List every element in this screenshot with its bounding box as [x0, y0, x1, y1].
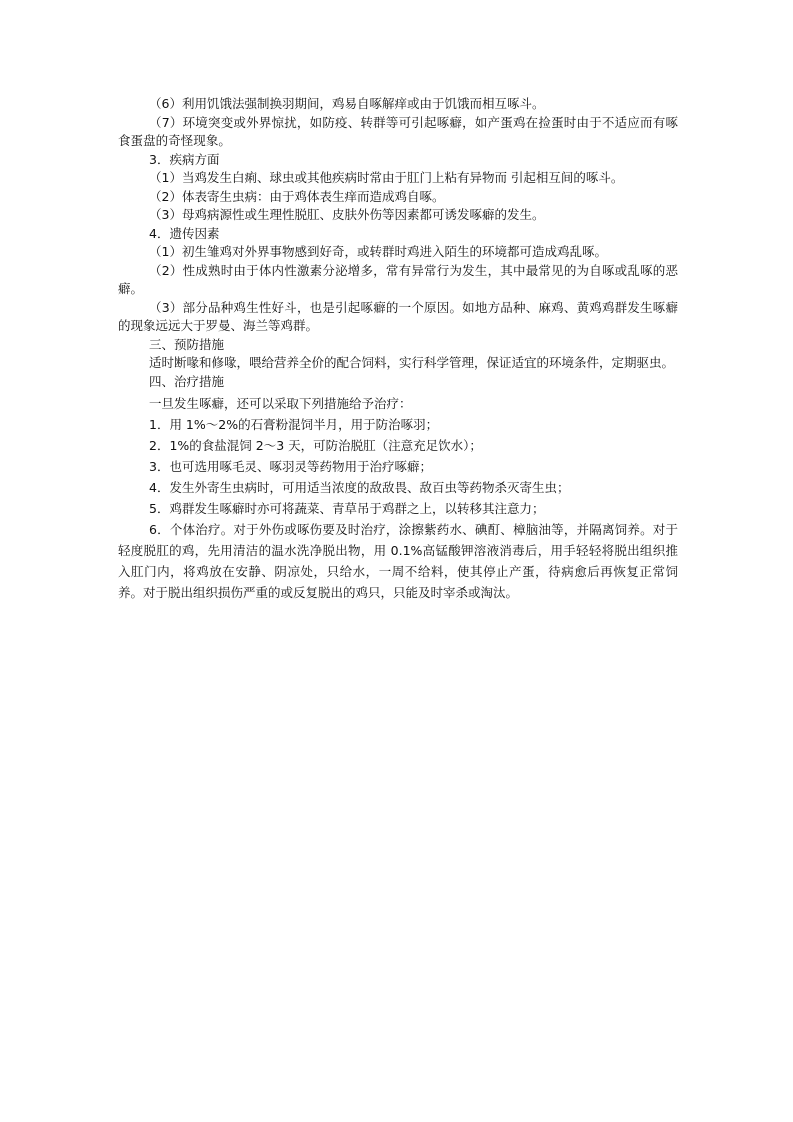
paragraph-environment-change: （7）环境突变或外界惊扰，如防疫、转群等可引起啄癖，如产蛋鸡在捡蛋时由于不适应而有啄食蛋盘的奇怪现象。: [118, 114, 678, 148]
treatment-item-1: 1．用 1%～2%的石膏粉混饲半月，用于防治啄羽；: [149, 417, 439, 432]
treatment-item-2: 2．1%的食盐混饲 2～3 天，可防治脱肛（注意充足饮水）；: [149, 438, 482, 453]
treatment-item-4: 4．发生外寄生虫病时，可用适当浓度的敌敌畏、敌百虫等药物杀灭寄生虫；: [149, 480, 570, 495]
paragraph-disease-1: （1）当鸡发生白痢、球虫或其他疾病时常由于肛门上粘有异物而 引起相互间的啄斗。: [149, 170, 624, 185]
paragraph-genetics-3: （3）部分品种鸡生性好斗，也是引起啄癖的一个原因。如地方品种、麻鸡、黄鸡鸡群发生啄癖的现象远远大于罗曼、海兰等鸡群。: [118, 299, 678, 333]
section-heading-prevention: 三、预防措施: [149, 336, 225, 352]
section-heading-treatment: 四、治疗措施: [149, 373, 225, 389]
section-heading-genetics: 4．遗传因素: [149, 225, 220, 241]
treatment-item-5: 5．鸡群发生啄癖时亦可将蔬菜、青草吊于鸡群之上，以转移其注意力；: [149, 501, 545, 516]
paragraph-genetics-2: （2）性成熟时由于体内性激素分泌增多，常有异常行为发生，其中最常见的为自啄或乱啄的恶癖。: [118, 262, 678, 296]
paragraph-prevention: 适时断喙和修喙，喂给营养全价的配合饲料，实行科学管理，保证适宜的环境条件，定期驱虫。: [149, 355, 675, 370]
treatment-item-6: 6．个体治疗。对于外伤或啄伤要及时治疗，涂擦紫药水、碘酊、樟脑油等，并隔离饲养。对于轻度脱肛的鸡，先用清洁的温水洗净脱出物，用 0.1%高锰酸钾溶液消毒后，用手轻轻将脱出组织推入肛门内，将鸡放在安静、阴凉处，只给水，一周不给料，使其停止产蛋，待病愈后再恢复正常饲养。对于脱出组织损伤严重的或反复脱出的鸡只，只能及时宰杀或淘汰。: [118, 522, 678, 600]
paragraph-disease-2: （2）体表寄生虫病：由于鸡体表生痒而造成鸡自啄。: [149, 188, 445, 204]
treatment-item-3: 3．也可选用啄毛灵、啄羽灵等药物用于治疗啄癖；: [149, 459, 432, 474]
paragraph-molt-starvation: （6）利用饥饿法强制换羽期间，鸡易自啄解痒或由于饥饿而相互啄斗。: [149, 96, 545, 111]
treatment-list: [118, 393, 678, 603]
document-body: [118, 95, 678, 603]
paragraph-genetics-1: （1）初生雏鸡对外界事物感到好奇，或转群时鸡进入陌生的环境都可造成鸡乱啄。: [149, 244, 607, 259]
section-heading-disease: 3．疾病方面: [149, 151, 220, 167]
paragraph-disease-3: （3）母鸡病源性或生理性脱肛、皮肤外伤等因素都可诱发啄癖的发生。: [149, 207, 545, 222]
treatment-intro: 一旦发生啄癖，还可以采取下列措施给予治疗：: [149, 396, 412, 411]
